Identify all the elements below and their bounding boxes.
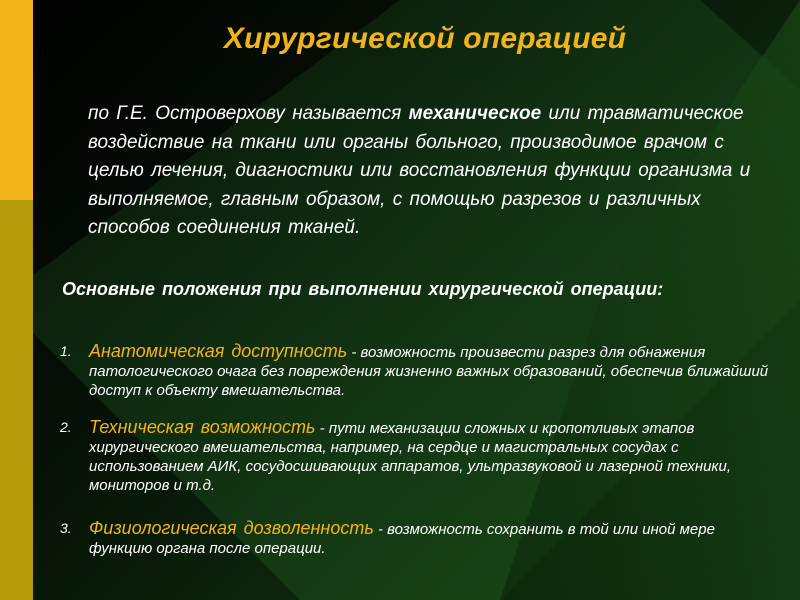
list-item-number: 2. — [60, 419, 72, 435]
list-item-body — [89, 418, 780, 495]
definition-text-start: по Г.Е. Островерхову называется — [88, 103, 409, 124]
list-item-term: Физиологическая дозволенность — [89, 518, 374, 538]
list-item-description: - возможность сохранить в той или иной мере функцию органа после операции. — [89, 521, 715, 557]
list-item-description: - возможность произвести разрез для обнажения патологического очага без повреждения жизненно важных образований, обеспечив ближайший доступ к объекту вмешательства. — [89, 344, 769, 399]
list-item-number: 1. — [60, 343, 72, 359]
positions-heading: Основные положения при выполнении хирургической операции: — [62, 279, 664, 299]
list-item-term: Техническая возможность — [89, 417, 316, 437]
list-item-body — [89, 342, 780, 400]
definition-text-end: или травматическое воздействие на ткани или органы больного, производимое врачом с целью лечения, диагностики или восстановления функции организма и выполняемое, главным образом, с помощью разрезов и различных способов соединения тканей. — [88, 103, 751, 238]
list-item — [60, 342, 780, 400]
definition-paragraph — [88, 100, 778, 243]
list-item-body — [89, 519, 780, 558]
accent-bar-bottom — [0, 200, 33, 600]
list-item — [60, 519, 780, 558]
list-item-number: 3. — [60, 520, 72, 536]
list-item — [60, 418, 780, 495]
list-item-description: - пути механизации сложных и кропотливых этапов хирургического вмешательства, например, на сердце и магистральных сосудах с использованием АИК, сосудосшивающих аппаратов, ультразвуковой и лазерной техники, мониторов и т.д. — [89, 420, 732, 494]
list-item-term: Анатомическая доступность — [89, 341, 348, 361]
definition-bold-term: механическое — [408, 103, 542, 124]
slide-title: Хирургической операцией — [223, 22, 627, 55]
